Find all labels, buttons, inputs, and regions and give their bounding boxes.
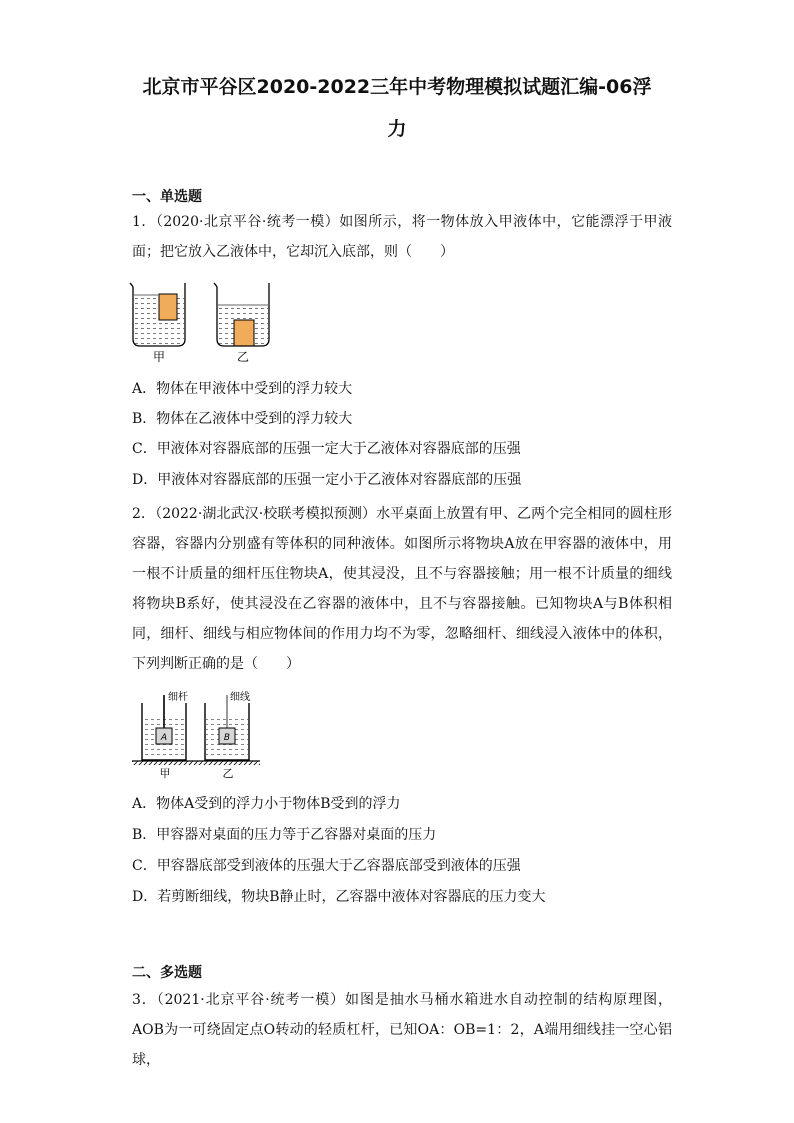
question-1-option-d: D．甲液体对容器底部的压强一定小于乙液体对容器底部的压强 xyxy=(132,472,522,488)
question-2-option-d: D．若剪断细线，物块B静止时，乙容器中液体对容器底的压力变大 xyxy=(132,889,546,905)
rod-label: 细杆 xyxy=(168,692,188,703)
label-jia: 甲 xyxy=(159,767,171,780)
title-line-1: 北京市平谷区2020-2022三年中考物理模拟试题汇编-06浮 xyxy=(142,76,652,98)
section-heading-single-choice: 一、单选题 xyxy=(132,189,202,205)
title-line-2: 力 xyxy=(387,118,407,140)
question-1-text: 1．（2020·北京平谷·统考一模）如图所示，将一物体放入甲液体中，它能漂浮于甲液面；把它放入乙液体中，它却沉入底部，则（ ） xyxy=(132,214,672,260)
floating-block xyxy=(159,294,177,320)
question-1-option-a: A．物体在甲液体中受到的浮力较大 xyxy=(132,381,353,397)
label-yi: 乙 xyxy=(222,767,234,780)
question-2-option-a: A．物体A受到的浮力小于物体B受到的浮力 xyxy=(132,796,401,812)
question-1-figure xyxy=(128,276,288,370)
document-title xyxy=(120,66,674,150)
block-a-label: A xyxy=(160,733,168,743)
question-2-figure xyxy=(132,687,272,786)
beaker-jia xyxy=(130,283,185,346)
string-label: 细线 xyxy=(230,692,250,703)
label-yi: 乙 xyxy=(236,350,250,364)
question-3-text: 3．（2021·北京平谷·统考一模）如图是抽水马桶水箱进水自动控制的结构原理图，AOB为一可绕固定点O转动的轻质杠杆，已知OA：OB=1：2，A端用细线挂一空心铝球， xyxy=(132,992,672,1068)
question-1-option-c: C．甲液体对容器底部的压强一定大于乙液体对容器底部的压强 xyxy=(132,441,521,457)
table-hatch xyxy=(132,761,260,765)
block-b-label: B xyxy=(223,733,231,743)
question-2-option-b: B．甲容器对桌面的压力等于乙容器对桌面的压力 xyxy=(132,827,437,843)
beaker-yi xyxy=(214,283,269,346)
question-2-text: 2．（2022·湖北武汉·校联考模拟预测）水平桌面上放置有甲、乙两个完全相同的圆柱形容器，容器内分别盛有等体积的同种液体。如图所示将物块A放在甲容器的液体中，用一根不计质量的细杆压住物块A，使其浸没，且不与容器接触；用一根不计质量的细线将物块B系好，使其浸没在乙容器的液体中，且不与容器接触。已知物块A与B体积相同，细杆、细线与相应物体间的作用力均不为零，忽略细杆、细线浸入液体中的体积，下列判断正确的是（ ） xyxy=(132,506,672,672)
label-jia: 甲 xyxy=(152,350,166,364)
question-1-option-b: B．物体在乙液体中受到的浮力较大 xyxy=(132,411,353,427)
question-2-option-c: C．甲容器底部受到液体的压强大于乙容器底部受到液体的压强 xyxy=(132,858,521,874)
sunk-block xyxy=(234,320,254,346)
section-heading-multiple-choice: 二、多选题 xyxy=(132,965,202,981)
